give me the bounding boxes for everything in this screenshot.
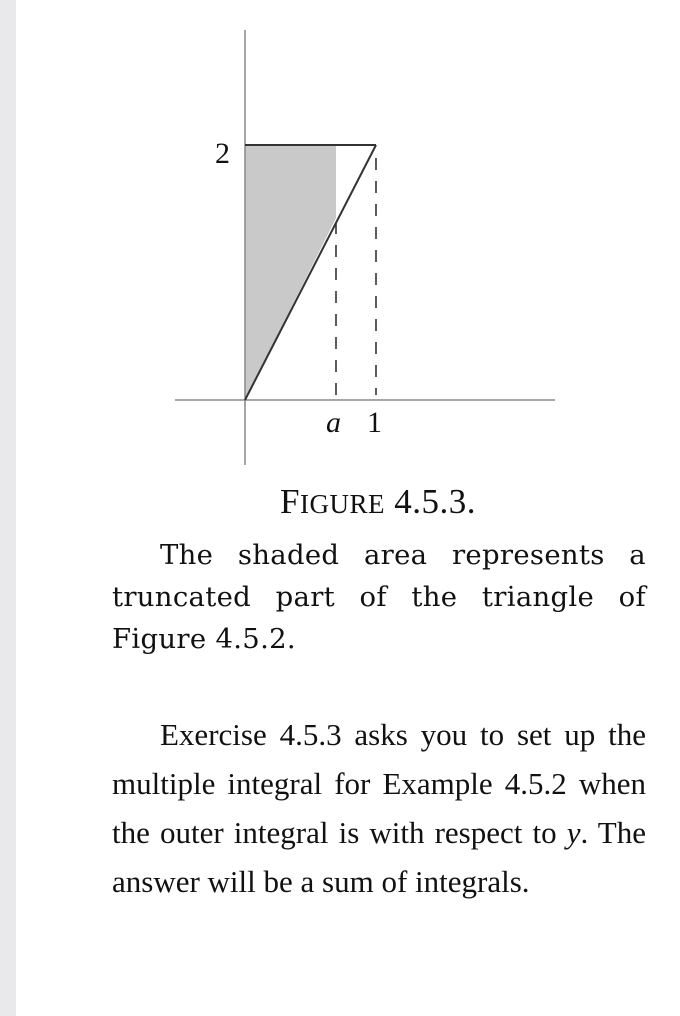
figure-caption-text: The shaded area represents a truncated part of the triangle of Figure 4.5.2.	[112, 539, 646, 655]
caption-title-initial: F	[280, 482, 300, 521]
figure-diagram	[0, 0, 680, 480]
body-paragraph	[112, 710, 646, 906]
paragraph-text-after: . The answer will be a sum of integrals.	[112, 815, 646, 899]
caption-title-number: 4.5.3.	[394, 482, 476, 521]
figure-4-5-3	[0, 0, 680, 480]
paragraph-text-before: Exercise 4.5.3 asks you to set up the multiple integral for Example 4.5.2 when the outer integral is with respect to	[112, 717, 646, 850]
caption-title-smallcaps: IGURE	[299, 489, 385, 519]
figure-caption-title	[0, 482, 680, 522]
y-tick-label-2: 2	[215, 137, 230, 170]
x-tick-label-1: 1	[367, 406, 382, 439]
shaded-region	[245, 145, 336, 400]
x-tick-label-a: a	[326, 406, 341, 439]
paragraph-variable: y	[566, 815, 581, 850]
